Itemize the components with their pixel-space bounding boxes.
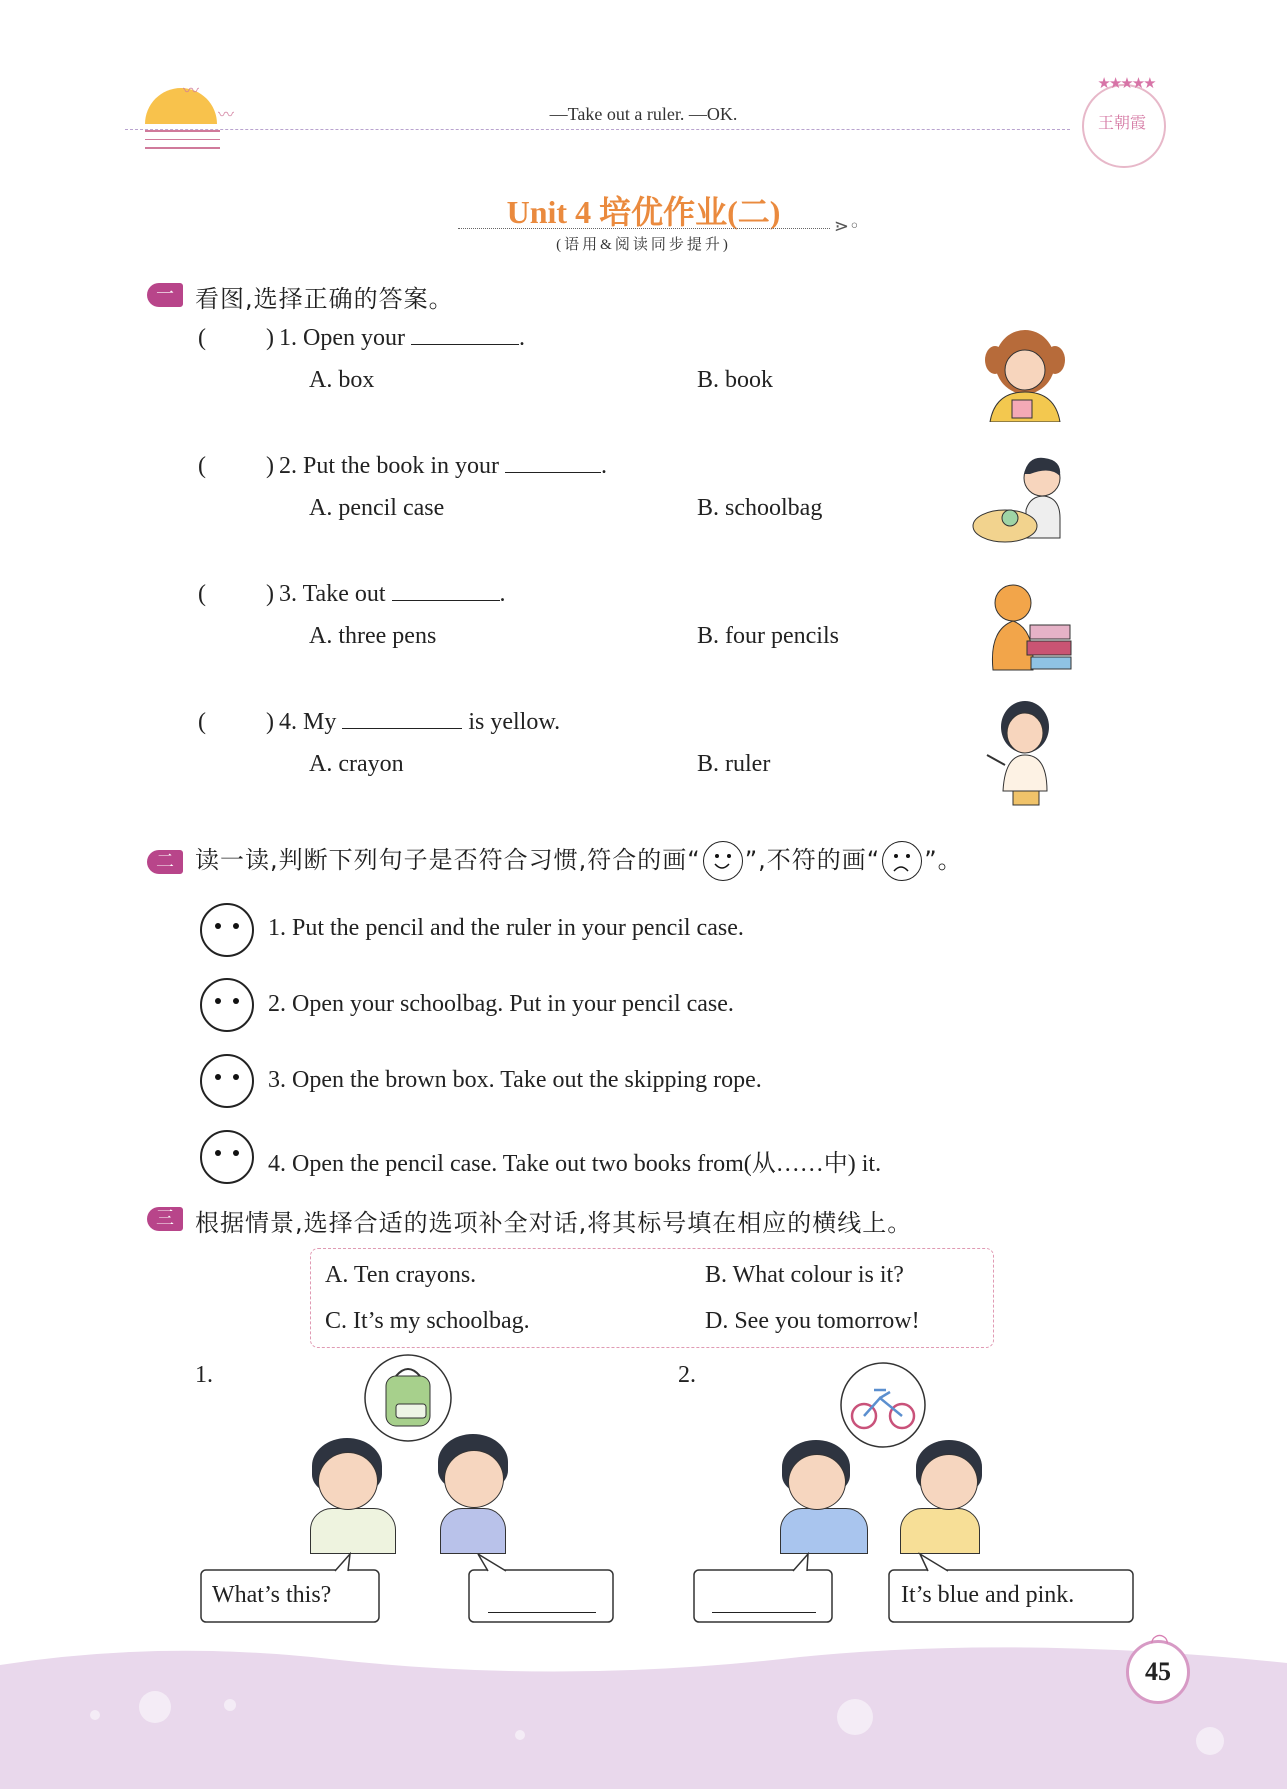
- blank-face-icon[interactable]: [200, 1130, 254, 1184]
- question-stem: [279, 325, 525, 352]
- badge-logo-text: 王朝霞: [1097, 115, 1146, 132]
- question-stem-end: .: [601, 453, 607, 479]
- dialog-option-d: D. See you tomorrow!: [705, 1308, 920, 1334]
- section-heading: 根据情景,选择合适的选项补全对话,将其标号填在相应的横线上。: [195, 1209, 913, 1237]
- option-a: A. pencil case: [309, 495, 445, 521]
- answer-blank[interactable]: [505, 472, 601, 473]
- dialog-option-a: A. Ten crayons.: [325, 1262, 477, 1288]
- answer-paren-close: ): [266, 709, 274, 735]
- schoolbag-thought-bubble: [362, 1352, 456, 1446]
- bubble-text: What’s this?: [212, 1582, 332, 1608]
- blank-face-icon[interactable]: [200, 978, 254, 1032]
- speech-bubble-right-1: [468, 1552, 616, 1626]
- answer-blank[interactable]: [712, 1612, 816, 1613]
- scene-number: 1.: [195, 1362, 213, 1388]
- answer-paren-open: (: [198, 325, 206, 351]
- dialog-option-c: C. It’s my schoolbag.: [325, 1308, 530, 1334]
- answer-paren-close: ): [266, 325, 274, 351]
- section-number-badge: 三: [147, 1207, 183, 1231]
- footer-wave-decoration: [0, 1645, 1287, 1789]
- tiger-with-books-illustration: [975, 575, 1075, 675]
- answer-blank[interactable]: [411, 344, 519, 345]
- title-rule: [458, 228, 830, 229]
- question-stem: [279, 581, 506, 608]
- kid-face: [920, 1454, 978, 1510]
- kid-face: [788, 1454, 846, 1510]
- running-head: —Take out a ruler. —OK.: [549, 104, 738, 124]
- section-heading: [195, 840, 963, 881]
- section-number-badge: 一: [147, 283, 183, 307]
- dolphin-icon: ◠: [1150, 1630, 1170, 1655]
- answer-blank[interactable]: [342, 728, 462, 729]
- question-stem: [279, 709, 560, 736]
- kid-body: [900, 1508, 980, 1554]
- question-stem-text: 2. Put the book in your: [279, 453, 499, 479]
- answer-blank[interactable]: [488, 1612, 596, 1613]
- section-heading: 看图,选择正确的答案。: [195, 285, 454, 313]
- star-icon: ★★★★★: [1097, 74, 1155, 92]
- page-subtitle: (语用&阅读同步提升): [556, 237, 731, 253]
- page-number: 45: [1126, 1640, 1190, 1704]
- judge-sentence: 1. Put the pencil and the ruler in your pencil case.: [268, 915, 744, 941]
- header-rule: [125, 129, 1070, 130]
- question-stem-end: .: [518, 325, 525, 351]
- kid-body: [310, 1508, 396, 1554]
- question-stem: [279, 453, 607, 480]
- section-number-badge: 二: [147, 850, 183, 874]
- answer-paren-open: (: [198, 581, 206, 607]
- kid-body: [780, 1508, 868, 1554]
- question-stem-text: 3. Take out: [279, 581, 386, 607]
- section-heading-text: 读一读,判断下列句子是否符合习惯,符合的画“: [195, 846, 701, 874]
- kid-face: [318, 1452, 378, 1510]
- option-a: A. three pens: [309, 623, 437, 649]
- question-stem-text: 1. Open your: [279, 325, 405, 351]
- kid-body: [440, 1508, 506, 1554]
- option-a: A. crayon: [309, 751, 404, 777]
- answer-paren-open: (: [198, 453, 206, 479]
- option-b: B. schoolbag: [697, 495, 823, 521]
- bird-icon: 〰: [218, 105, 235, 124]
- sad-face-icon: [882, 841, 922, 881]
- bird-icon: 〰: [183, 81, 200, 100]
- judge-sentence: 2. Open your schoolbag. Put in your pencil case.: [268, 991, 734, 1017]
- speech-bubble-left-2: [693, 1552, 835, 1626]
- girl-opening-box-illustration: [970, 322, 1080, 422]
- judge-sentence: 4. Open the pencil case. Take out two books from(从……中) it.: [268, 1151, 882, 1177]
- bubble-text: It’s blue and pink.: [901, 1582, 1075, 1608]
- judge-sentence: 3. Open the brown box. Take out the skipping rope.: [268, 1067, 762, 1093]
- option-b: B. four pencils: [697, 623, 839, 649]
- question-stem-end: is yellow.: [468, 709, 561, 735]
- page-title: Unit 4 培优作业(二): [506, 194, 781, 230]
- section-heading-text: ”。: [924, 846, 963, 874]
- dialog-option-b: B. What colour is it?: [705, 1262, 904, 1288]
- answer-blank[interactable]: [392, 600, 500, 601]
- blank-face-icon[interactable]: [200, 1054, 254, 1108]
- answer-paren-close: ): [266, 453, 274, 479]
- smiley-face-icon: [703, 841, 743, 881]
- option-b: B. book: [697, 367, 774, 393]
- question-stem-end: .: [499, 581, 506, 607]
- question-stem-text: 4. My: [279, 709, 337, 735]
- horizon-lines-decoration: [145, 130, 220, 156]
- girl-with-crayon-illustration: [975, 693, 1075, 808]
- answer-paren-close: ): [266, 581, 274, 607]
- option-b: B. ruler: [697, 751, 771, 777]
- kid-face: [444, 1450, 504, 1508]
- section-heading-text: ”,不符的画“: [744, 846, 881, 874]
- blank-face-icon[interactable]: [200, 903, 254, 957]
- answer-paren-open: (: [198, 709, 206, 735]
- boy-with-schoolbag-illustration: [970, 448, 1080, 548]
- bicycle-thought-bubble: [838, 1360, 928, 1450]
- fish-icon: ⋗◦: [834, 216, 860, 237]
- option-a: A. box: [309, 367, 375, 393]
- scene-number: 2.: [678, 1362, 696, 1388]
